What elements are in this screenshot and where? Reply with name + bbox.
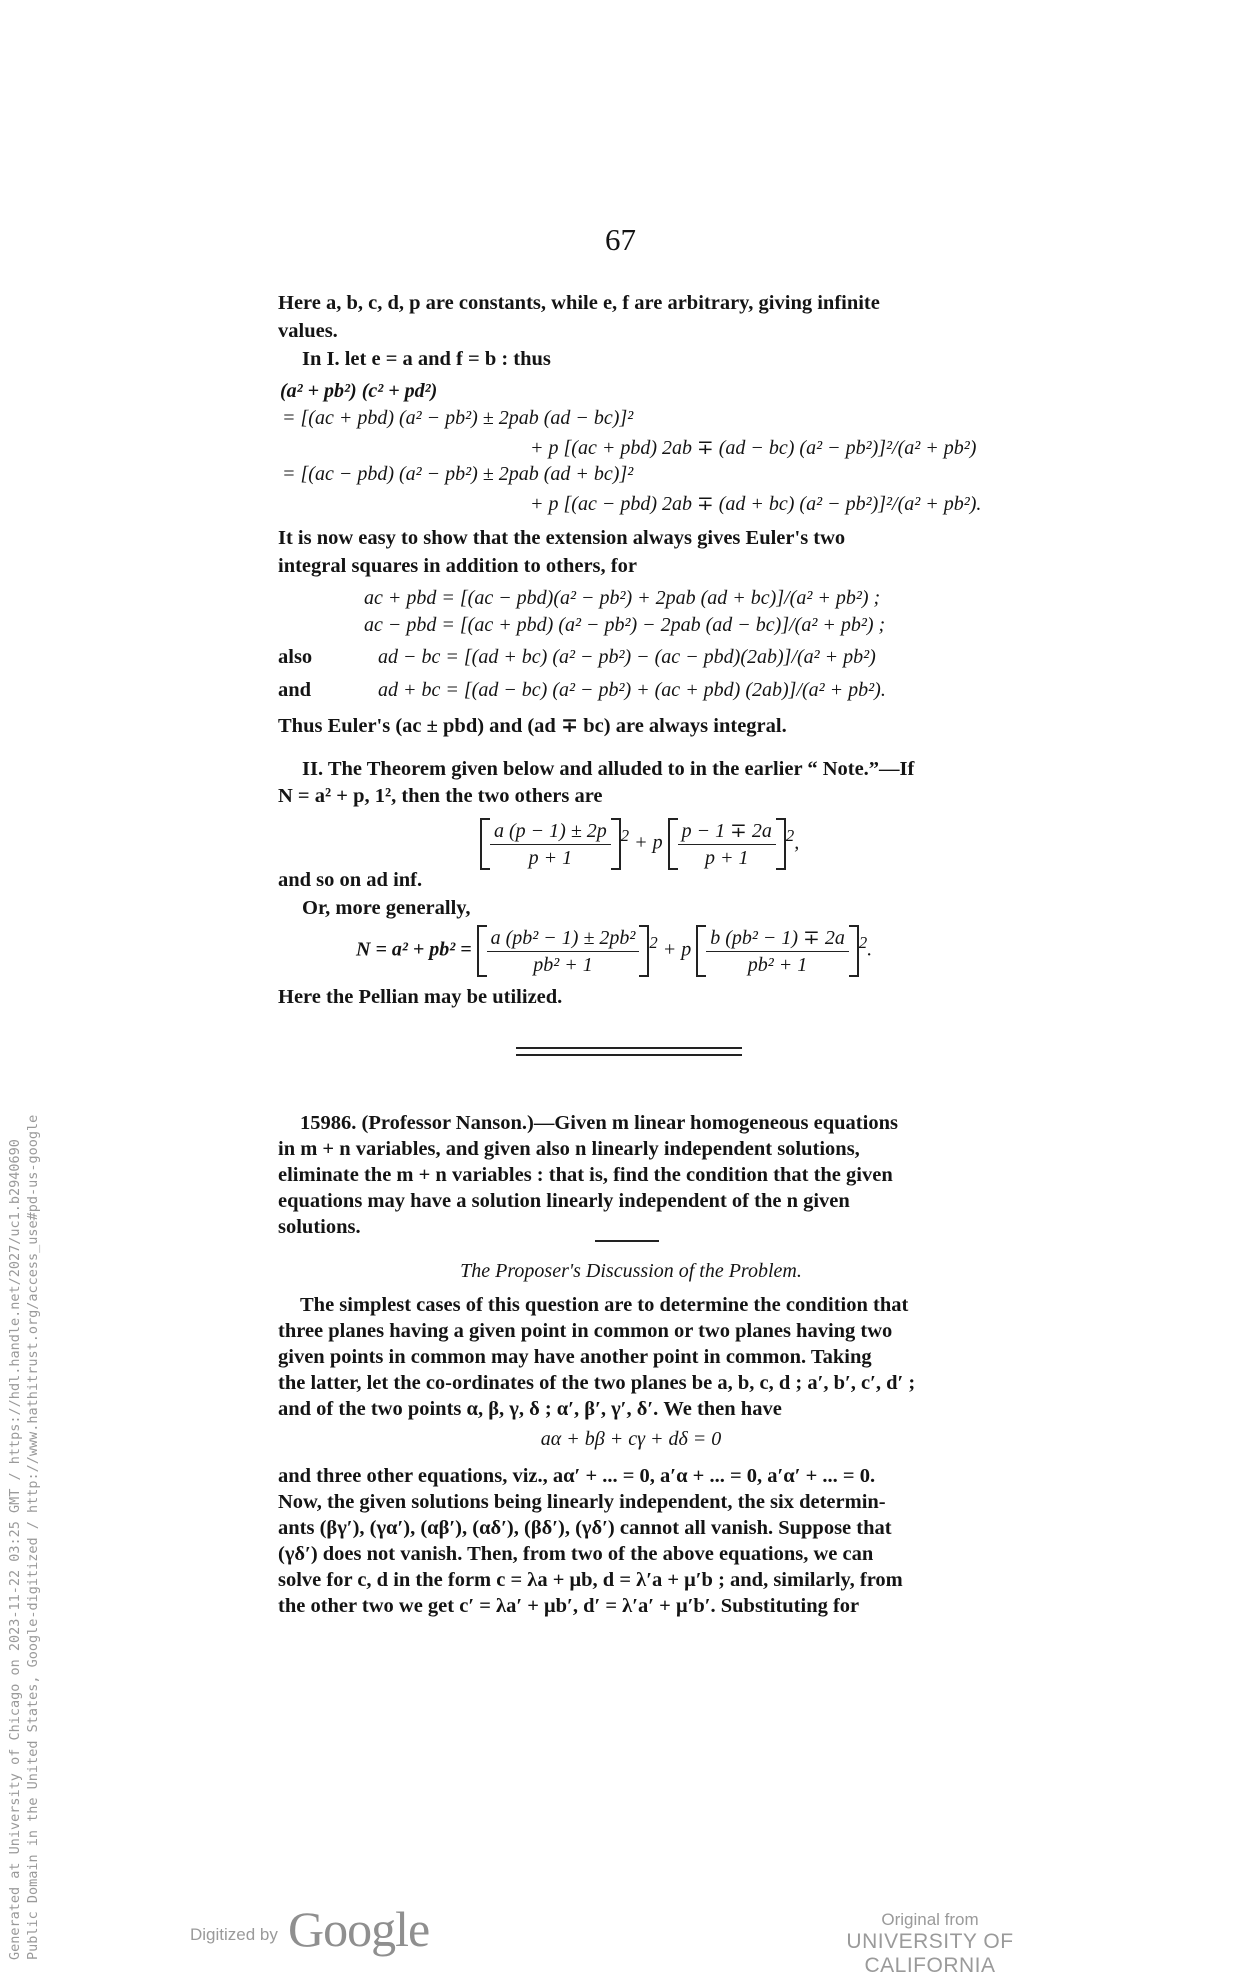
equation-line: (a² + pb²) (c² + pd²) bbox=[280, 380, 438, 402]
institution-name: UNIVERSITY OF CALIFORNIA bbox=[846, 1930, 1014, 1977]
digitized-by-label: Digitized by bbox=[190, 1925, 278, 1944]
text-line: II. The Theorem given below and alluded to in the earlier “ Note.”—If bbox=[302, 758, 915, 780]
denominator: pb² + 1 bbox=[533, 953, 593, 976]
text-line: Here the Pellian may be utilized. bbox=[278, 986, 563, 1008]
plus-p: + p bbox=[662, 938, 692, 961]
text-line: and three other equations, viz., aα′ + ... = 0, a′α + ... = 0, a′α′ + ... = 0. bbox=[278, 1465, 876, 1487]
numerator: b (pb² − 1) ∓ 2a bbox=[706, 926, 849, 952]
right-bracket bbox=[776, 818, 786, 870]
formula-tail: , bbox=[794, 831, 800, 854]
section-divider bbox=[516, 1054, 742, 1056]
text-line: Here a, b, c, d, p are constants, while e, f are arbitrary, giving infinite bbox=[278, 292, 880, 314]
formula-1: $\frac{a (p - 1) \pm 2p}{p + 1}$ $^2$ + p $\frac{p - 1 \mp 2a}{p + 1}$ $^2$, bbox=[480, 818, 799, 870]
watermark-line: Public Domain in the United States, Google-digitized / http://www.hathitrust.org/access_use#pd-us-google bbox=[25, 1114, 41, 1960]
section-divider bbox=[516, 1047, 742, 1049]
fraction bbox=[678, 819, 776, 870]
hathitrust-watermark bbox=[6, 1115, 42, 1960]
text-line: and so on ad inf. bbox=[278, 869, 423, 891]
right-bracket bbox=[849, 925, 859, 977]
original-from-block bbox=[790, 1910, 1070, 1978]
denominator: p + 1 bbox=[705, 846, 749, 869]
text-line: It is now easy to show that the extension always gives Euler's two bbox=[278, 527, 846, 549]
text-line: the other two we get c′ = λa′ + μb′, d′ = λ′a′ + μ′b′. Substituting for bbox=[278, 1595, 860, 1617]
fraction bbox=[706, 926, 849, 977]
text-line: solutions. bbox=[278, 1216, 361, 1238]
text-line: equations may have a solution linearly independent of the n given bbox=[278, 1190, 850, 1212]
numerator: p − 1 ∓ 2a bbox=[678, 819, 776, 845]
text-line: given points in common may have another point in common. Taking bbox=[278, 1346, 872, 1368]
text-line: The simplest cases of this question are to determine the condition that bbox=[300, 1294, 909, 1316]
text-line: Thus Euler's (ac ± pbd) and (ad ∓ bc) are always integral. bbox=[278, 715, 787, 737]
equation-line: ac − pbd = [(ac + pbd) (a² − pb²) − 2pab (ad − bc)]/(a² + pb²) ; bbox=[364, 614, 886, 636]
right-bracket bbox=[611, 818, 621, 870]
left-bracket bbox=[696, 925, 706, 977]
formula-tail: . bbox=[867, 938, 873, 961]
text-line: and of the two points α, β, γ, δ ; α′, β′, γ′, δ′. We then have bbox=[278, 1398, 782, 1420]
equation-label: and bbox=[278, 679, 312, 701]
watermark-line: Generated at University of Chicago on 2023-11-22 03:25 GMT / https://hdl.handle.net/2027/uc1.b2940690 bbox=[7, 1139, 23, 1960]
fraction bbox=[490, 819, 611, 870]
plus-p: + p bbox=[634, 831, 663, 854]
google-logo: Google bbox=[288, 1901, 430, 1957]
denominator: pb² + 1 bbox=[747, 953, 808, 976]
text-line: N = a² + p, 1², then the two others are bbox=[278, 785, 603, 807]
text-line: (γδ′) does not vanish. Then, from two of the above equations, we can bbox=[278, 1543, 874, 1565]
discussion-heading: The Proposer's Discussion of the Problem. bbox=[460, 1260, 802, 1282]
text-line: in m + n variables, and given also n linearly independent solutions, bbox=[278, 1138, 860, 1160]
text-line: solve for c, d in the form c = λa + μb, d = λ′a + μ′b ; and, similarly, from bbox=[278, 1569, 903, 1591]
short-rule bbox=[595, 1240, 659, 1242]
formula-2: N = a² + pb² = $\frac{\text{a (pb² − 1) ± 2pb²}}{\text{pb² + 1}}$ $^2$ + p $\frac{\text{b (pb² − 1) ∓ 2a}}{\text{pb² + 1}}$ $^2$. bbox=[356, 926, 873, 976]
left-bracket bbox=[668, 818, 678, 870]
equation-line: ad − bc = [(ad + bc) (a² − pb²) − (ac − pbd)(2ab)]/(a² + pb²) bbox=[378, 646, 876, 668]
equation-centered: aα + bβ + cγ + dδ = 0 bbox=[540, 1428, 722, 1450]
text-line: values. bbox=[278, 320, 338, 342]
equation-line: ac + pbd = [(ac − pbd)(a² − pb²) + 2pab (ad + bc)]/(a² + pb²) ; bbox=[364, 587, 881, 609]
equation-line: + p [(ac − pbd) 2ab ∓ (ad + bc) (a² − pb²)]²/(a² + pb²). bbox=[530, 493, 982, 515]
fraction bbox=[487, 926, 640, 977]
text-line: Now, the given solutions being linearly independent, the six determin- bbox=[278, 1491, 886, 1513]
equation-line: = [(ac − pbd) (a² − pb²) ± 2pab (ad + bc)]² bbox=[282, 463, 634, 485]
text-line: In I. let e = a and f = b : thus bbox=[302, 348, 551, 370]
left-bracket bbox=[477, 925, 487, 977]
text-line: Or, more generally, bbox=[302, 897, 471, 919]
text-line: ants (βγ′), (γα′), (αβ′), (αδ′), (βδ′), (γδ′) cannot all vanish. Suppose that bbox=[278, 1517, 892, 1539]
page-number: 67 bbox=[605, 222, 636, 257]
text-line: three planes having a given point in common or two planes having two bbox=[278, 1320, 893, 1342]
text-line: integral squares in addition to others, for bbox=[278, 555, 637, 577]
equation-line: ad + bc = [(ad − bc) (a² − pb²) + (ac + pbd) (2ab)]/(a² + pb²). bbox=[378, 679, 886, 701]
right-bracket bbox=[639, 925, 649, 977]
numerator: a (p − 1) ± 2p bbox=[490, 819, 611, 845]
text-line: the latter, let the co-ordinates of the two planes be a, b, c, d ; a′, b′, c′, d′ ; bbox=[278, 1372, 916, 1394]
equation-line: = [(ac + pbd) (a² − pb²) ± 2pab (ad − bc)]² bbox=[282, 407, 634, 429]
equation-line: + p [(ac + pbd) 2ab ∓ (ad − bc) (a² − pb²)]²/(a² + pb²) bbox=[530, 437, 977, 459]
text-line: eliminate the m + n variables : that is, find the condition that the given bbox=[278, 1164, 893, 1186]
text-line: 15986. (Professor Nanson.)—Given m linear homogeneous equations bbox=[300, 1112, 898, 1134]
original-from-label: Original from bbox=[881, 1910, 979, 1929]
equation-label: also bbox=[278, 646, 313, 668]
formula-lhs: N = a² + pb² = bbox=[356, 938, 472, 961]
denominator: p + 1 bbox=[528, 846, 573, 869]
numerator: a (pb² − 1) ± 2pb² bbox=[487, 926, 640, 952]
left-bracket bbox=[480, 818, 490, 870]
